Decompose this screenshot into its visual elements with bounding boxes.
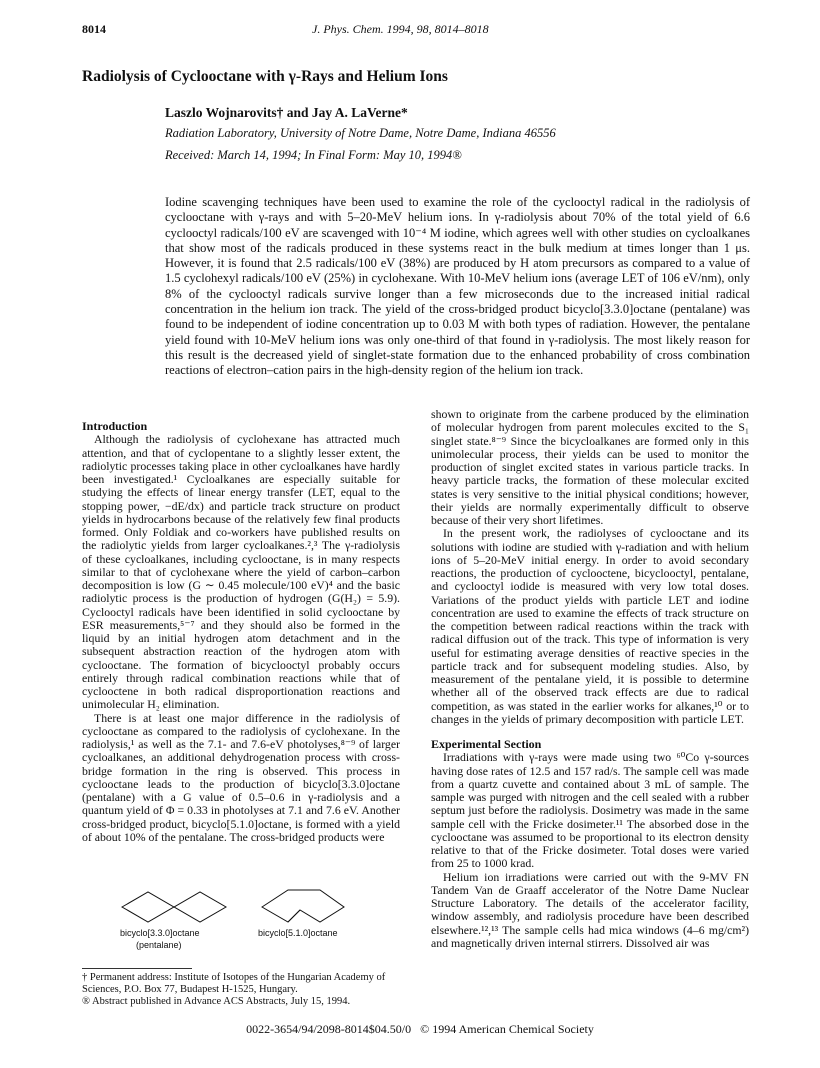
journal-reference: J. Phys. Chem. 1994, 98, 8014–8018 (312, 22, 489, 36)
paragraph: There is at least one major difference in the radiolysis of cyclooctane as compared to the radiolysis of cyclohexane. In the radiolysis,¹ as well as the 7.1- and 7.6-eV photolyses,⁸⁻⁹ of larger cycloalkanes, an additional dehydrogenation process with cross-bridge formation in the ring is observed. This process in cyclooctane leads to the production of bicyclo[3.3.0]octane (pentalane) with a G value of 0.5–0.6 in γ-radiolysis and a quantum yield of Φ = 0.33 in photolyses at 7.1 and 7.6 eV. Another cross-bridged product, bicyclo[5.1.0]octane, is formed with a yield of about 10% of the pentalane. The cross-bridged products were (82, 710, 400, 844)
section-heading-introduction: Introduction (82, 419, 148, 433)
figure-label-pentalane: (pentalane) (136, 940, 182, 950)
paragraph: Although the radiolysis of cyclohexane has attracted much attention, and that of cyclopentane to a slightly lesser extent, the radiolytic processes taking place in other cycloalkanes have hardly been investigated.¹ Cycloalkanes are especially suitable for studying the effects of linear energy transfer (LET, equal to the stopping power, −dE/dx) and particle track structure on product yields in hydrocarbons because of the relatively few final products formed. Only Foldiak and co-workers have published results on the radiolytic yields from larger cycloalkanes.²,³ The γ-radiolysis of these cycloalkanes, including cyclooctane, is in many respects similar to that of cyclohexane where the yield of carbon–carbon decomposition is low (G ∼ 0.45 molecule/100 eV)⁴ and the basic radiolytic process is the production of hydrogen (G(H₂) = 5.9). Cyclooctyl radicals have been identified in solid cyclooctane by ESR measurements,⁵⁻⁷ and they should also be formed in the liquid by an initial hydrogen atom detachment and in the subsequent abstraction reaction of the hydrogen atom with cyclooctane. The formation of bicyclooctyl probably occurs entirely through radical combination reactions while that of cyclooctene in both radical disproportionation reactions and unimolecular H₂ elimination. (82, 432, 400, 712)
right-column (431, 408, 749, 950)
bicyclooctane-structures (82, 882, 400, 952)
article-title: Radiolysis of Cyclooctane with γ-Rays and Helium Ions (82, 68, 448, 85)
section-heading-experimental: Experimental Section (431, 737, 542, 751)
footnote: † Permanent address: Institute of Isotopes of the Hungarian Academy of Sciences, P.O. Box 77, Budapest H-1525, Hungary. (82, 972, 386, 995)
copyright-line: 0022-3654/94/2098-8014$04.50/0 © 1994 American Chemical Society (246, 1022, 594, 1036)
received-date: Received: March 14, 1994; In Final Form: May 10, 1994® (165, 148, 462, 162)
footnotes (82, 972, 400, 1008)
abstract: Iodine scavenging techniques have been used to examine the role of the cyclooctyl radical in the radiolysis of cyclooctane with γ-rays and with 5–20-MeV helium ions. In γ-radiolysis about 70% of the total yield of 6.6 cyclooctyl radicals/100 eV are scavenged with 10⁻⁴ M iodine, which agrees well with other studies on cycloalkanes that show most of the radicals produced in these systems react in the bulk medium at times longer than 1 μs. However, it is found that 2.5 radicals/100 eV (38%) are produced by H atom precursors as compared to a value of 1.5 cyclohexyl radicals/100 eV (25%) in cyclohexane. With 10-MeV helium ions (average LET of 106 eV/nm), only 8% of the cyclooctyl radicals survive longer than a few microseconds due to the increased initial radical concentration in the helium ion track. The yield of the cross-bridged product bicyclo[3.3.0]octane (pentalane) was found to be independent of iodine concentration up to 0.03 M with both types of radiation. However, the pentalane yield found with 10-MeV helium ions was only one-third of that found in γ-radiolysis. The most likely reason for this result is the decreased yield of singlet-state formation due to the enhanced probability of cross combination reactions of electron–cation pairs in the high-density region of the helium ion track. (165, 195, 750, 378)
page-number: 8014 (82, 22, 106, 36)
paragraph: Helium ion irradiations were carried out with the 9-MV FN Tandem Van de Graaff accelerator of the Notre Dame Nuclear Structure Laboratory. The details of the accelerator facility, window assembly, and radiolysis procedure have been described elsewhere.¹²,¹³ The sample cells had mica windows (4–6 mg/cm²) and magnetically driven internal stirrers. Dissolved air was (431, 869, 749, 950)
paragraph: In the present work, the radiolyses of cyclooctane and its solutions with iodine are studied with γ-radiation and with helium ions of 5–20-MeV initial energy. In order to avoid secondary reactions, the production of cyclooctene, bicyclooctyl, pentalane, and cyclooctyl iodide is measured with very low total doses. Variations of the product yields with particle LET and iodine concentration are used to examine the effects of track structure on the competition between radical reactions within the track with radical diffusion out of the track. This type of information is very useful for estimating average densities of reactive species in the particle track and for subsequent modeling studies. Also, by measurement of the pentalane yield, it is possible to determine whether all of the observed track effects are due to radical competition, as was stated in the earlier works for alkanes,¹⁰ or to changes in the yields of primary decomposition with particle LET. (431, 526, 749, 726)
structure-figure (82, 882, 400, 952)
authors: Laszlo Wojnarovits† and Jay A. LaVerne* (165, 105, 408, 120)
footnote: ® Abstract published in Advance ACS Abstracts, July 15, 1994. (82, 996, 351, 1007)
paragraph: shown to originate from the carbene produced by the elimination of molecular hydrogen from parent molecules excited to the S₁ singlet state.⁸⁻⁹ Since the bicycloalkanes are formed only in this unimolecular process, their yields can be used to monitor the production of singlet excited states in various particle tracks. In heavy particle tracks, the formation of these molecular excited states is very sensitive to the initial physical conditions; however, their yields are normally experimentally difficult to observe because of their very short lifetimes. (431, 407, 749, 527)
left-column (82, 420, 400, 844)
affiliation: Radiation Laboratory, University of Notre Dame, Notre Dame, Indiana 46556 (165, 126, 556, 140)
paragraph: Irradiations with γ-rays were made using two ⁶⁰Co γ-sources having dose rates of 12.5 and 157 rad/s. The sample cell was made from a quartz cuvette and contained about 3 mL of sample. The sample was purged with nitrogen and the cell sealed with a rubber septum just before the radiolysis. Dosimetry was made in the same sample cell with the Fricke dosimeter.¹¹ The absorbed dose in the cyclooctane was assumed to be proportional to its electron density relative to that of the Fricke dosimeter. Total doses were varied from 25 to 1000 krad. (431, 750, 749, 871)
figure-label-bicyclo510: bicyclo[5.1.0]octane (258, 928, 338, 938)
footnote-rule (82, 968, 192, 969)
figure-label-bicyclo330: bicyclo[3.3.0]octane (120, 928, 200, 938)
